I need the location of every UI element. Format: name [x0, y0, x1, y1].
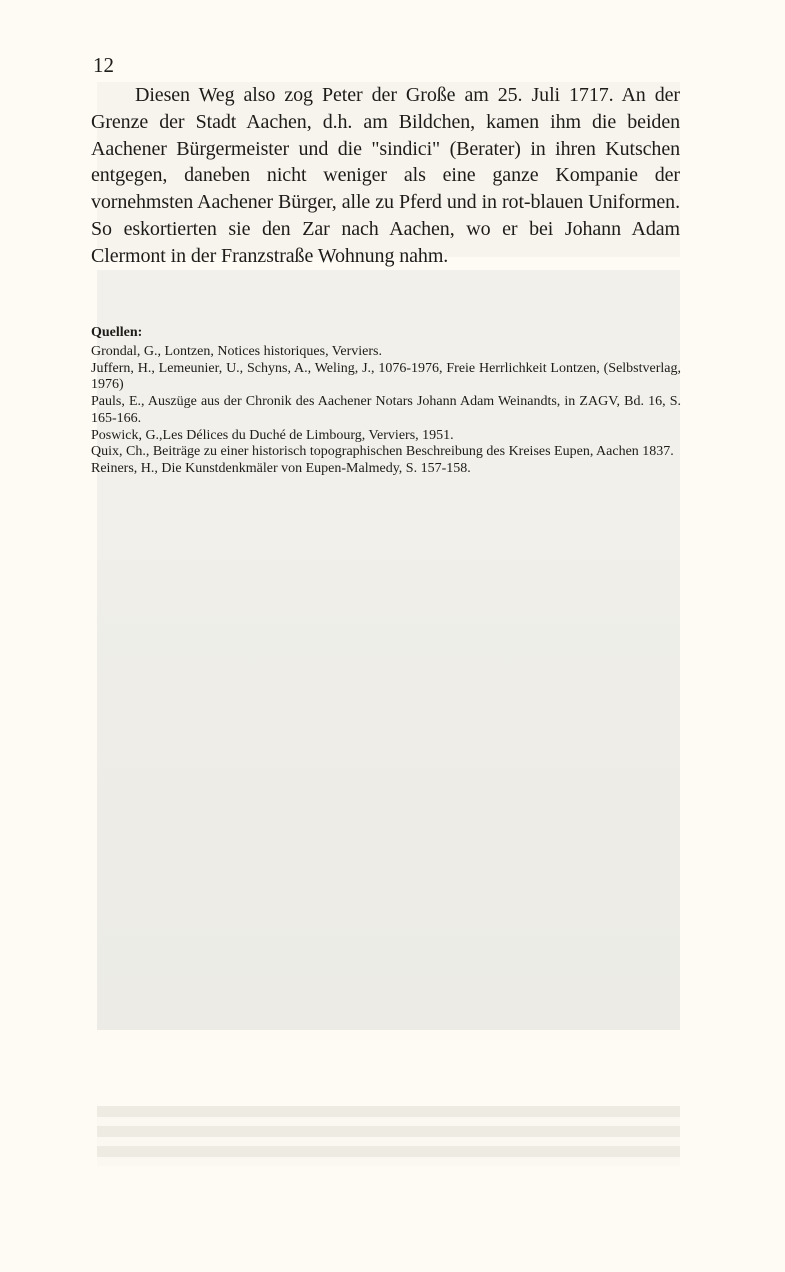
source-item: Reiners, H., Die Kunstdenkmäler von Eupen-Malmedy, S. 157-158. [91, 460, 471, 476]
source-item: Grondal, G., Lontzen, Notices historiques, Verviers. [91, 344, 382, 359]
show-through-caption [97, 1106, 680, 1166]
source-item: Pauls, E., Auszüge aus der Chronik des Aachener Notars Johann Adam Weinandts, in ZAGV, Bd. 16, S. 165-166. [91, 394, 681, 426]
source-item: Poswick, G.,Les Délices du Duché de Limbourg, Verviers, 1951. [91, 427, 454, 443]
source-item: Juffern, H., Lemeunier, U., Schyns, A., Weling, J., 1076-1976, Freie Herrlichkeit Lontzen, (Selbstverlag, 1976) [91, 360, 681, 393]
body-paragraph: Diesen Weg also zog Peter der Große am 25. Juli 1717. An der Grenze der Stadt Aachen, d.h. am Bildchen, kamen ihm die beiden Aachener Bürgermeister und die "sindici" (Berater) in ihren Kutschen entgegen, daneben nicht weniger als eine ganze Kompanie der vornehmsten Aachener Bürger, alle zu Pferd und in rot-blauen Uniformen. So eskortierten sie den Zar nach Aachen, wo er bei Johann Adam Clermont in der Franzstraße Wohnung nahm. [91, 84, 680, 267]
page-number: 12 [93, 53, 114, 77]
show-through-photo-lower [97, 560, 680, 1030]
sources-heading: Quellen: [91, 325, 143, 340]
source-item: Quix, Ch., Beiträge zu einer historisch topographischen Beschreibung des Kreises Eupen, Aachen 1837. [91, 444, 674, 460]
sources-list [91, 344, 681, 478]
